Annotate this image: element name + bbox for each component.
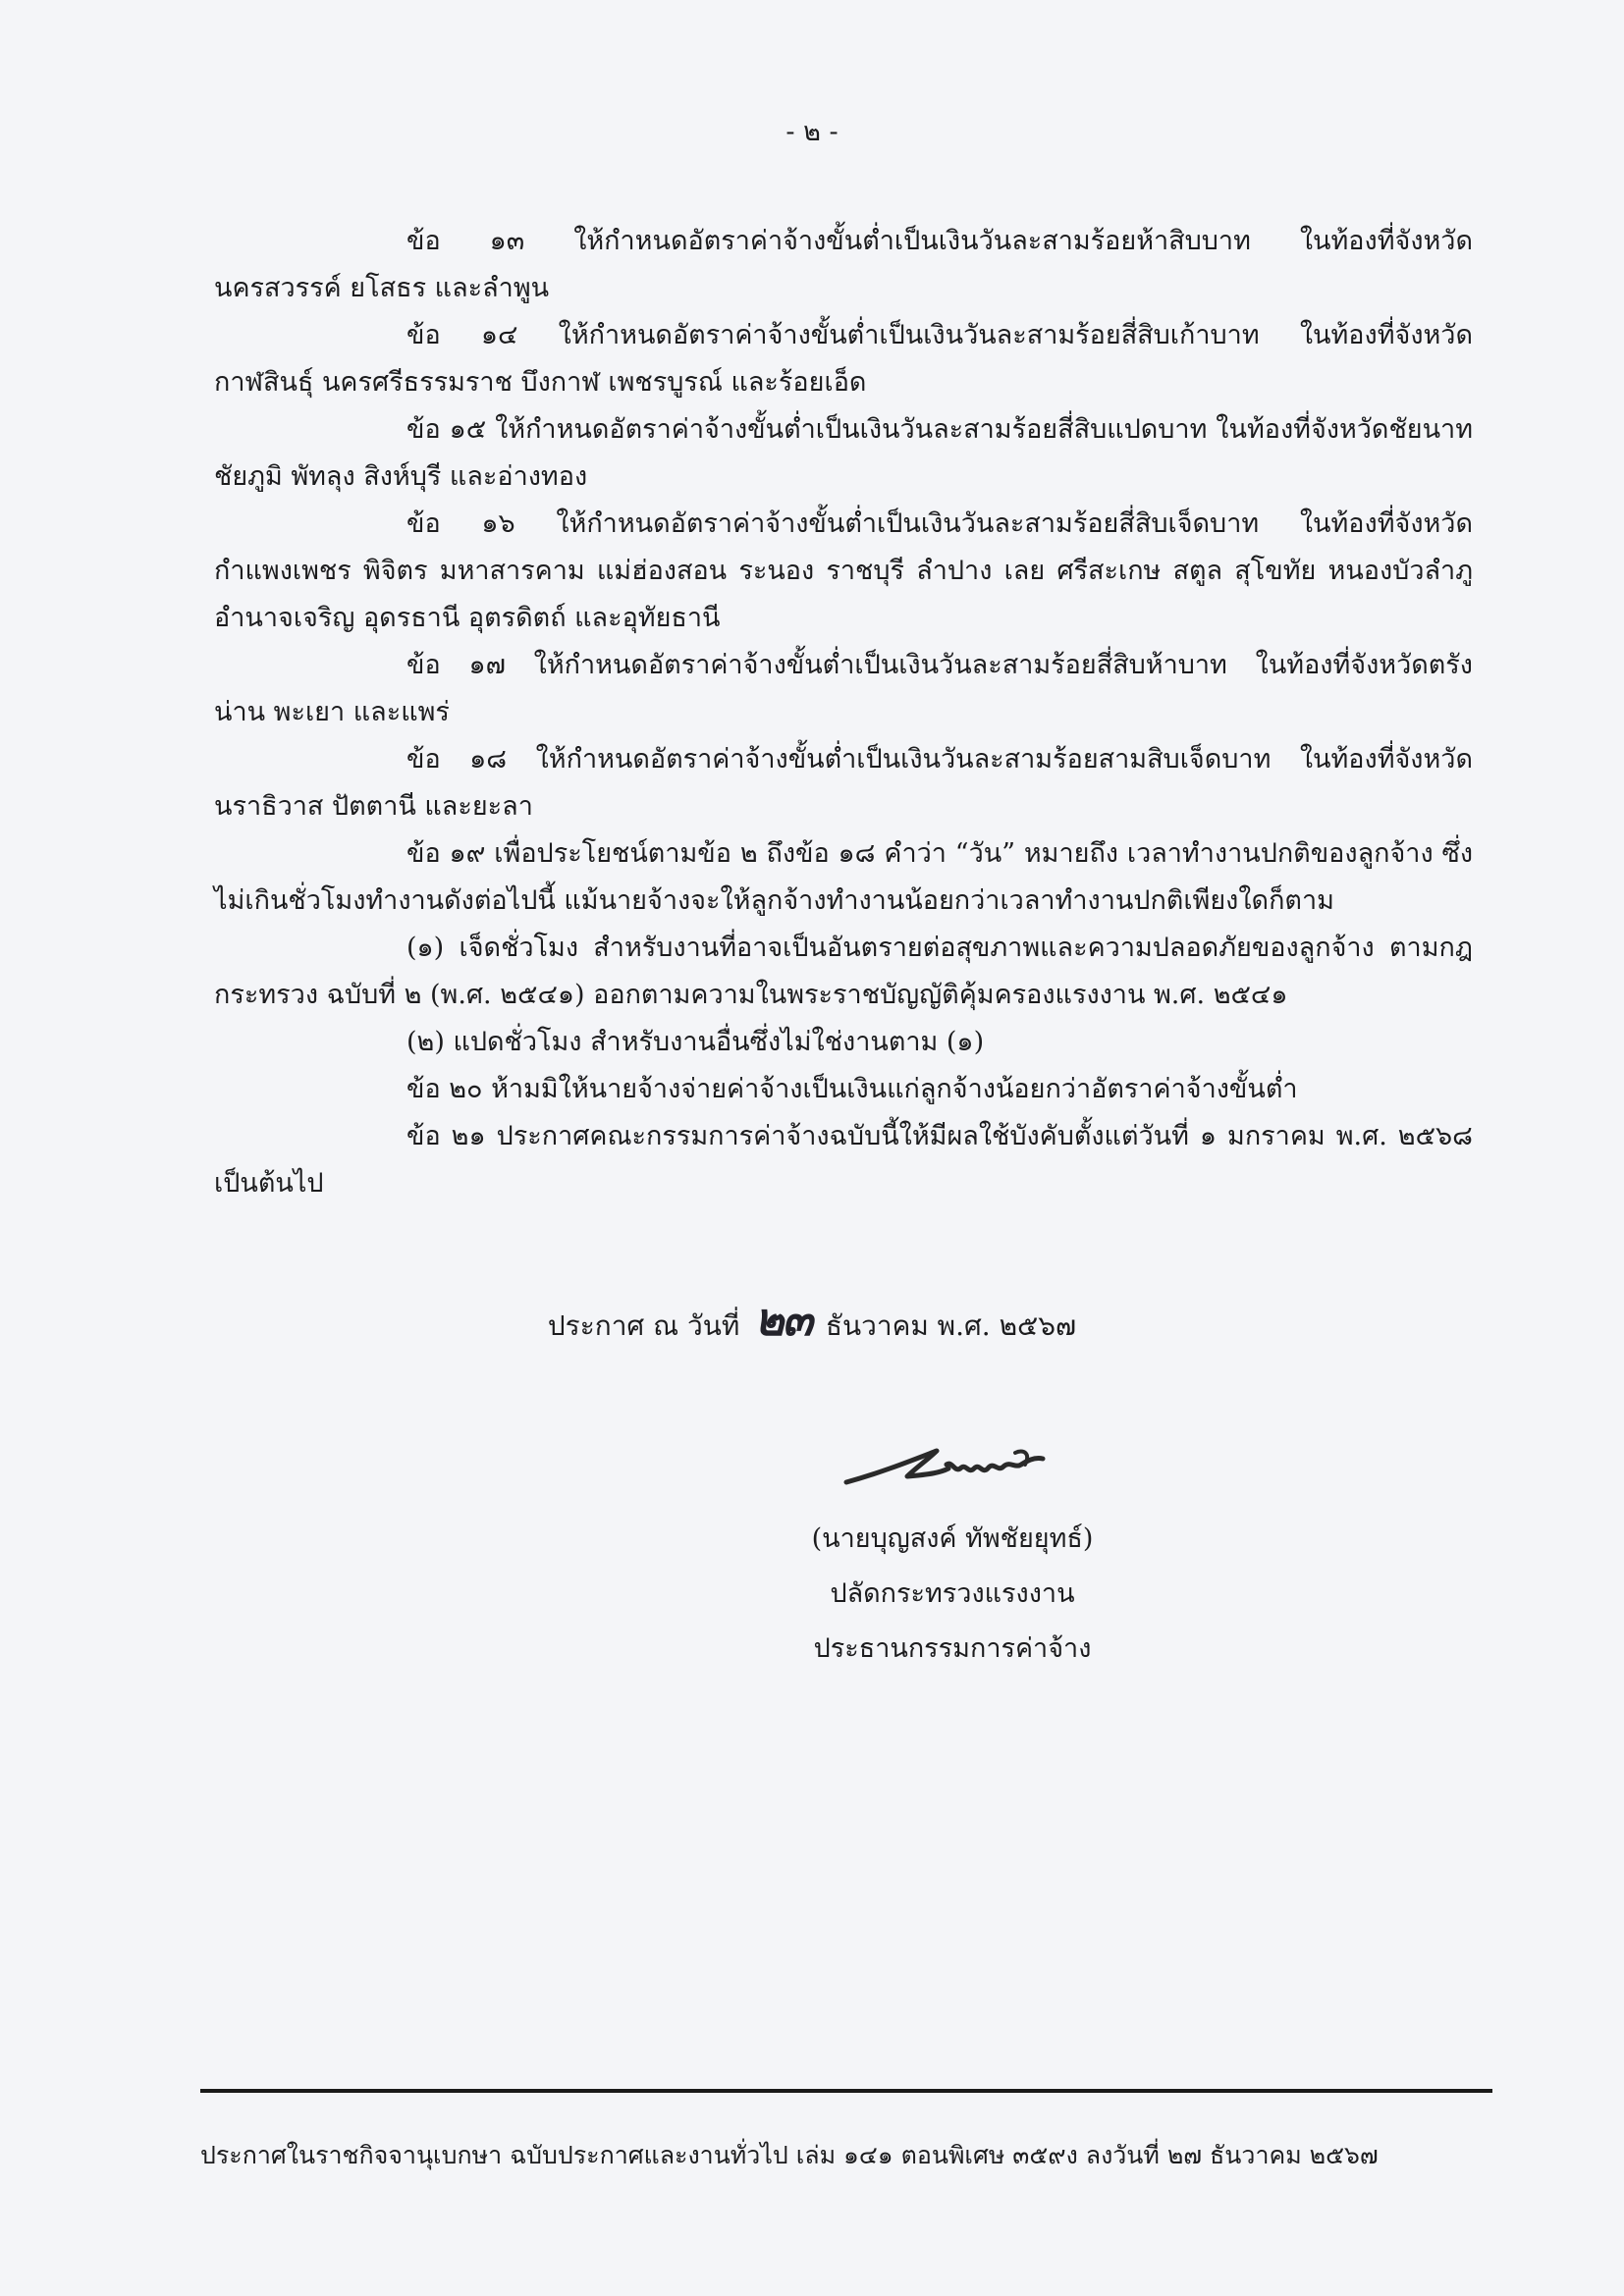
announcement-suffix: ธันวาคม พ.ศ. ๒๕๖๗ [825, 1309, 1077, 1342]
clause-17: ข้อ ๑๗ ให้กำหนดอัตราค่าจ้างขั้นต่ำเป็นเงินวันละสามร้อยสี่สิบห้าบาท ในท้องที่จังหวัดตรัง น่าน พะเยา และแพร่ [214, 650, 1482, 727]
clause-19-item-2: (๒) แปดชั่วโมง สำหรับงานอื่นซึ่งไม่ใช่งานตาม (๑) [406, 1027, 985, 1057]
clauses-body [214, 218, 1482, 1207]
signatory-role: ประธานกรรมการค่าจ้าง [813, 1633, 1092, 1664]
clause-19: ข้อ ๑๙ เพื่อประโยชน์ตามข้อ ๒ ถึงข้อ ๑๘ คำว่า “วัน” หมายถึง เวลาทำงานปกติของลูกจ้าง ซึ่งไม่เกินชั่วโมงทำงานดังต่อไปนี้ แม้นายจ้างจะให้ลูกจ้างทำงานน้อยกว่าเวลาทำงานปกติเพียงใดก็ตาม [214, 838, 1473, 916]
clause-19-item-1: (๑) เจ็ดชั่วโมง สำหรับงานที่อาจเป็นอันตรายต่อสุขภาพและความปลอดภัยของลูกจ้าง ตามกฎกระทรวง ฉบับที่ ๒ (พ.ศ. ๒๕๔๑) ออกตามความในพระราชบัญญัติคุ้มครองแรงงาน พ.ศ. ๒๕๔๑ [214, 933, 1473, 1010]
footer-divider [200, 2089, 1492, 2093]
clause-16: ข้อ ๑๖ ให้กำหนดอัตราค่าจ้างขั้นต่ำเป็นเงินวันละสามร้อยสี่สิบเจ็ดบาท ในท้องที่จังหวัด กำแพงเพชร พิจิตร มหาสารคาม แม่ฮ่องสอน ระนอง ราชบุรี ลำปาง เลย ศรีสะเกษ สตูล สุโขทัย หนองบัวลำภู อำนาจเจริญ อุดรธานี อุตรดิตถ์ และอุทัยธานี [214, 508, 1482, 633]
announcement-day-handwritten: ๒๓ [754, 1293, 811, 1346]
clause-13: ข้อ ๑๓ ให้กำหนดอัตราค่าจ้างขั้นต่ำเป็นเงินวันละสามร้อยห้าสิบบาท ในท้องที่จังหวัดนครสวรรค์ ยโสธร และลำพูน [214, 226, 1473, 303]
signatory-name: (นายบุญสงค์ ทัพชัยยุทธ์) [811, 1523, 1094, 1554]
gazette-footer: ประกาศในราชกิจจานุเบกษา ฉบับประกาศและงานทั่วไป เล่ม ๑๔๑ ตอนพิเศษ ๓๕๙ง ลงวันที่ ๒๗ ธันวาคม ๒๕๖๗ [200, 2141, 1379, 2169]
signatory-block [697, 1512, 1208, 1677]
clause-14: ข้อ ๑๔ ให้กำหนดอัตราค่าจ้างขั้นต่ำเป็นเงินวันละสามร้อยสี่สิบเก้าบาท ในท้องที่จังหวัดกาฬสินธุ์ นครศรีธรรมราช บึงกาฬ เพชรบูรณ์ และร้อยเอ็ด [214, 320, 1473, 398]
announcement-date [0, 1284, 1624, 1356]
page-number: - ๒ - [785, 117, 839, 147]
signatory-position: ปลัดกระทรวงแรงงาน [830, 1578, 1075, 1609]
clause-21: ข้อ ๒๑ ประกาศคณะกรรมการค่าจ้างฉบับนี้ให้มีผลใช้บังคับตั้งแต่วันที่ ๑ มกราคม พ.ศ. ๒๕๖๘ เป็นต้นไป [214, 1121, 1482, 1199]
signature-icon [842, 1435, 1049, 1494]
announcement-prefix: ประกาศ ณ วันที่ [547, 1309, 740, 1342]
clause-18: ข้อ ๑๘ ให้กำหนดอัตราค่าจ้างขั้นต่ำเป็นเงินวันละสามร้อยสามสิบเจ็ดบาท ในท้องที่จังหวัด นราธิวาส ปัตตานี และยะลา [214, 744, 1482, 822]
clause-15: ข้อ ๑๕ ให้กำหนดอัตราค่าจ้างขั้นต่ำเป็นเงินวันละสามร้อยสี่สิบแปดบาท ในท้องที่จังหวัดชัยนาท ชัยภูมิ พัทลุง สิงห์บุรี และอ่างทอง [214, 414, 1482, 492]
clause-20: ข้อ ๒๐ ห้ามมิให้นายจ้างจ่ายค่าจ้างเป็นเงินแก่ลูกจ้างน้อยกว่าอัตราค่าจ้างขั้นต่ำ [406, 1074, 1298, 1104]
